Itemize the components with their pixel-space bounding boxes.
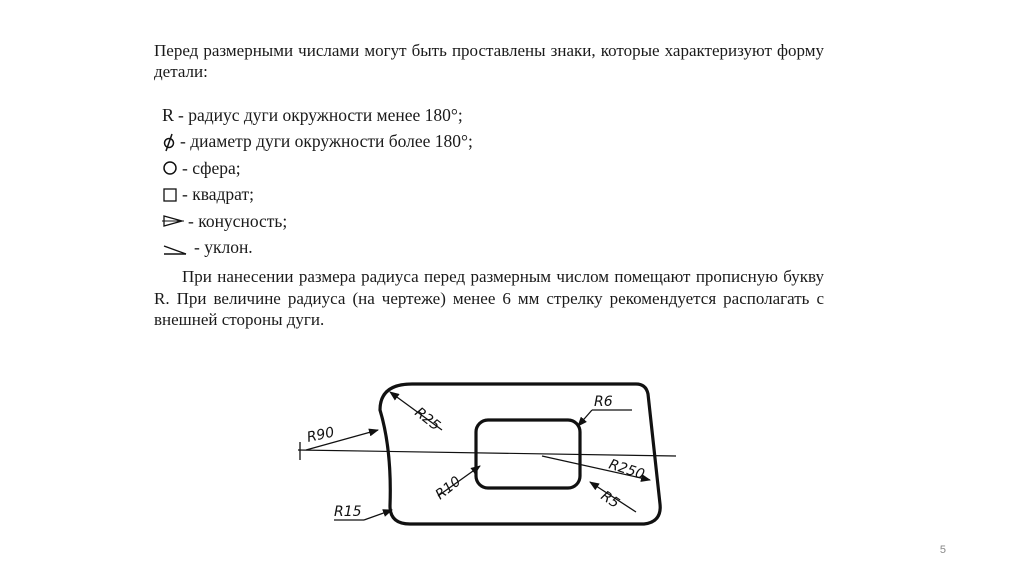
label-r10: R10 [432,473,465,504]
label-r250: R250 [606,456,647,484]
part-drawing-svg [280,370,680,540]
center-line [298,450,676,456]
symbol-text: - диаметр дуги окружности более 180°; [180,131,473,152]
symbol-text: - радиус дуги окружности менее 180°; [178,104,463,125]
symbol-item-diameter [162,129,682,156]
technical-drawing [280,370,680,545]
label-r5: R5 [597,488,623,512]
symbol-item-taper [162,208,682,235]
symbol-item-radius [162,102,682,129]
symbol-text: - квадрат; [182,184,254,205]
symbol-list [162,102,682,261]
sphere-icon [162,160,178,176]
symbol-item-square [162,182,682,209]
intro-text: Перед размерными числами могут быть проставлены знаки, которые характеризуют форму детали: [154,41,824,81]
radius-paragraph: При нанесении размера радиуса перед размерным числом помещают прописную букву R. При величине радиуса (на чертеже) менее 6 мм стрелку рекомендуется располагать с внешней стороны дуги. [154,267,824,329]
taper-icon [162,214,184,228]
label-r15: R15 [334,504,362,520]
label-r90: R90 [305,424,336,446]
symbol-item-slope [162,235,682,262]
page-number: 5 [939,544,946,556]
symbol-text: - конусность; [188,210,288,231]
symbol-text: - уклон. [194,237,253,258]
symbol-item-sphere [162,155,682,182]
symbol-text: - сфера; [182,157,241,178]
label-r6: R6 [594,394,613,410]
square-icon [162,187,178,203]
slope-icon [162,240,190,256]
label-r25: R25 [411,404,444,435]
diameter-icon [162,132,176,152]
radius-letter: R [162,105,175,126]
